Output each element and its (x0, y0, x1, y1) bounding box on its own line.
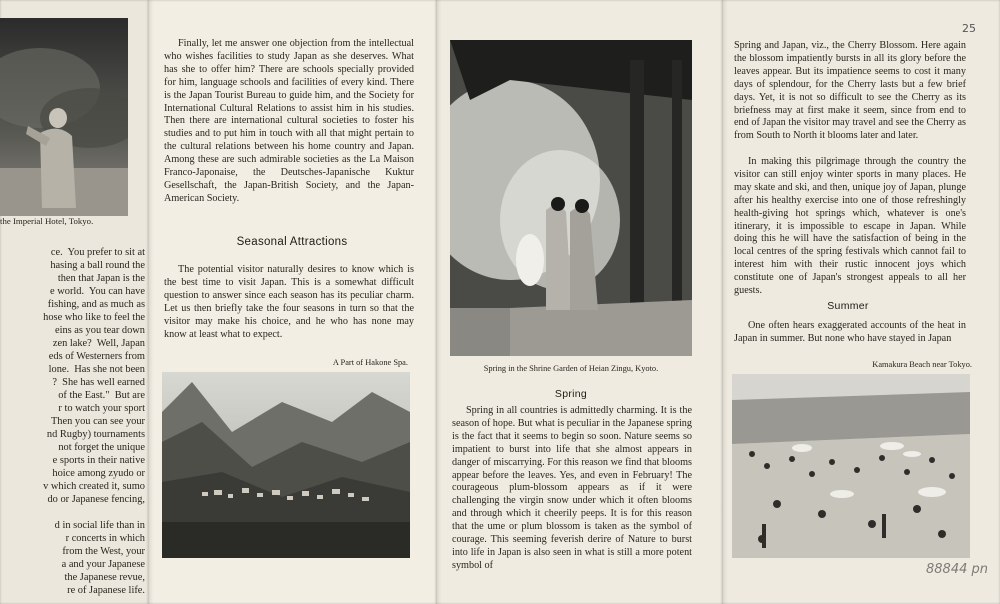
panel1-line: nd Rugby) tournaments (46, 429, 145, 440)
panel1-line: the Japanese revue, (61, 572, 145, 583)
spring-paragraph: Spring in all countries is admittedly charming. It is the season of hope. But what is peculiar in the Japanese spring is the fact that it seems to begin so soon. Nature seems so impatient to burst into life that she almost appears in danger of miscarrying. For this reason we find that blooms appear before the leaves. Yes, and even in February! The courageous plum-blossom appears as if it were challenging the virgin snow under which it often blooms and through which it cheerily peeps. It is for this reason that the ume or plum blossom is taken as the symbol of courage. This seeming feverish derire of Nature to burst into life in Japan is also seen in what is still a more potent symbol of (452, 405, 692, 571)
seasonal-paragraph: The potential visitor naturally desires to know which is the best time to visit Japan. This is a somewhat difficult question to answer since each season has its peculiar charm. Let us then briefly take the four seasons in turn so that the visitor may make his choice, and he who has none may know at least what to expect. (164, 264, 414, 340)
panel1-caption: the Imperial Hotel, Tokyo. (0, 216, 94, 226)
panel1-line: r to watch your sport (58, 403, 145, 414)
handwritten-note: 88844 pn (926, 562, 988, 577)
imperial-hotel-photo (0, 18, 128, 216)
winter-sports-paragraph: In making this pilgrimage through the country the visitor can still enjoy winter sports in many places. He may skate and ski, and then, unique joy of Japan, plunge after his healthy exercise into one of those refreshingly health-giving hot springs which, whatever is one's itinerary, it is impossible to escape in Japan. While doing this he will have the satisfaction of being in the local centres of the spring festivals which cannot fail to interest him with their rustic innocent joys which constitute one of Japan's strongest appeals to all her guests. (734, 156, 966, 297)
panel1-line: eds of Westerners from (48, 351, 145, 362)
panel1-text (0, 246, 145, 597)
fold-3 (722, 0, 728, 604)
panel1-line: ce. You prefer to sit at (50, 247, 145, 258)
seasonal-attractions-heading: Seasonal Attractions (236, 236, 348, 248)
summer-paragraph: One often hears exaggerated accounts of the heat in Japan in summer. But none who have stayed in Japan (734, 320, 966, 344)
panel1-line: d in social life than in (54, 520, 145, 531)
kamakura-photo (732, 374, 970, 558)
panel1-line: Then you can see your (50, 416, 145, 427)
panel1-line: re of Japanese life. (67, 585, 145, 596)
panel1-line: do or Japanese fencing, (47, 494, 145, 505)
panel1-line: of the East." But are (55, 390, 145, 401)
intellectual-paragraph: Finally, let me answer one objection from the intellectual who wishes facilities to study Japan as she deserves. What has she to offer him? There are schools specially provided for him, language schools and facilities of every kind. There is the Japan Tourist Bureau to guide him, and the Society for International Cultural Relations to assist him in his studies. Then there are international cultural societies to foster his studies and to put him in touch with all that might pertain to the cultural relations between his home country and Japan. Among these are such admirable societies as the La Maison Franco-Japonaise, the Deutsches-Japanische Kuktur Gesellschaft, the Japan-British Society, and the Japan-American Society. (164, 38, 414, 204)
panel1-line: hasing a ball round the (50, 260, 145, 271)
cherry-paragraph: Spring and Japan, viz., the Cherry Blossom. Here again the blossom impatiently bursts in all its glory before the leaves appear. But its impatience seems to cost it many days of splendour, for the Cherry lasts but a few brief days. Yet, it is not so difficult to see the Cherry as its briefness may at first make it seem, since from end to end of Japan the visitor may travel and see the Cherry as from South to North it blooms later and later. (734, 40, 966, 142)
panel1-line: lone. Has she not been (48, 364, 145, 375)
panel1-line: eins as you tear down (54, 325, 145, 336)
fold-1 (148, 0, 154, 604)
panel1-line: r concerts in which (65, 533, 145, 544)
panel1-line: v which created it, sumo (43, 481, 145, 492)
panel1-line (0, 506, 145, 519)
hakone-photo (162, 372, 410, 558)
panel1-line: fishing, and as much as (47, 299, 145, 310)
hakone-caption: A Part of Hakone Spa. (332, 358, 408, 367)
panel1-line: from the West, your (59, 546, 145, 557)
page-mark: 25 (962, 22, 976, 35)
panel1-line: then that Japan is the (57, 273, 145, 284)
panel1-line: a and your Japanese (61, 559, 145, 570)
panel1-line: hoice among zyudo or (52, 468, 145, 479)
summer-heading: Summer (827, 300, 869, 312)
panel1-line: e world. You can have (50, 286, 145, 297)
kamakura-caption: Kamakura Beach near Tokyo. (872, 360, 972, 369)
panel1-line: not forget the unique (58, 442, 145, 453)
panel-left-partial (0, 0, 148, 604)
panel-cherry-summer (722, 0, 1000, 604)
panel1-line: zen lake? Well, Japan (52, 338, 145, 349)
heian-shrine-photo (450, 40, 692, 356)
fold-2 (436, 0, 442, 604)
panel1-line: e sports in their native (52, 455, 145, 466)
spring-heading: Spring (554, 388, 588, 400)
heian-caption: Spring in the Shrine Garden of Heian Zingu, Kyoto. (483, 364, 659, 373)
panel1-line: ? She has well earned (52, 377, 145, 388)
panel1-line: hose who like to feel the (43, 312, 145, 323)
panel-intellectual-and-seasons (148, 0, 436, 604)
panel-spring (436, 0, 722, 604)
